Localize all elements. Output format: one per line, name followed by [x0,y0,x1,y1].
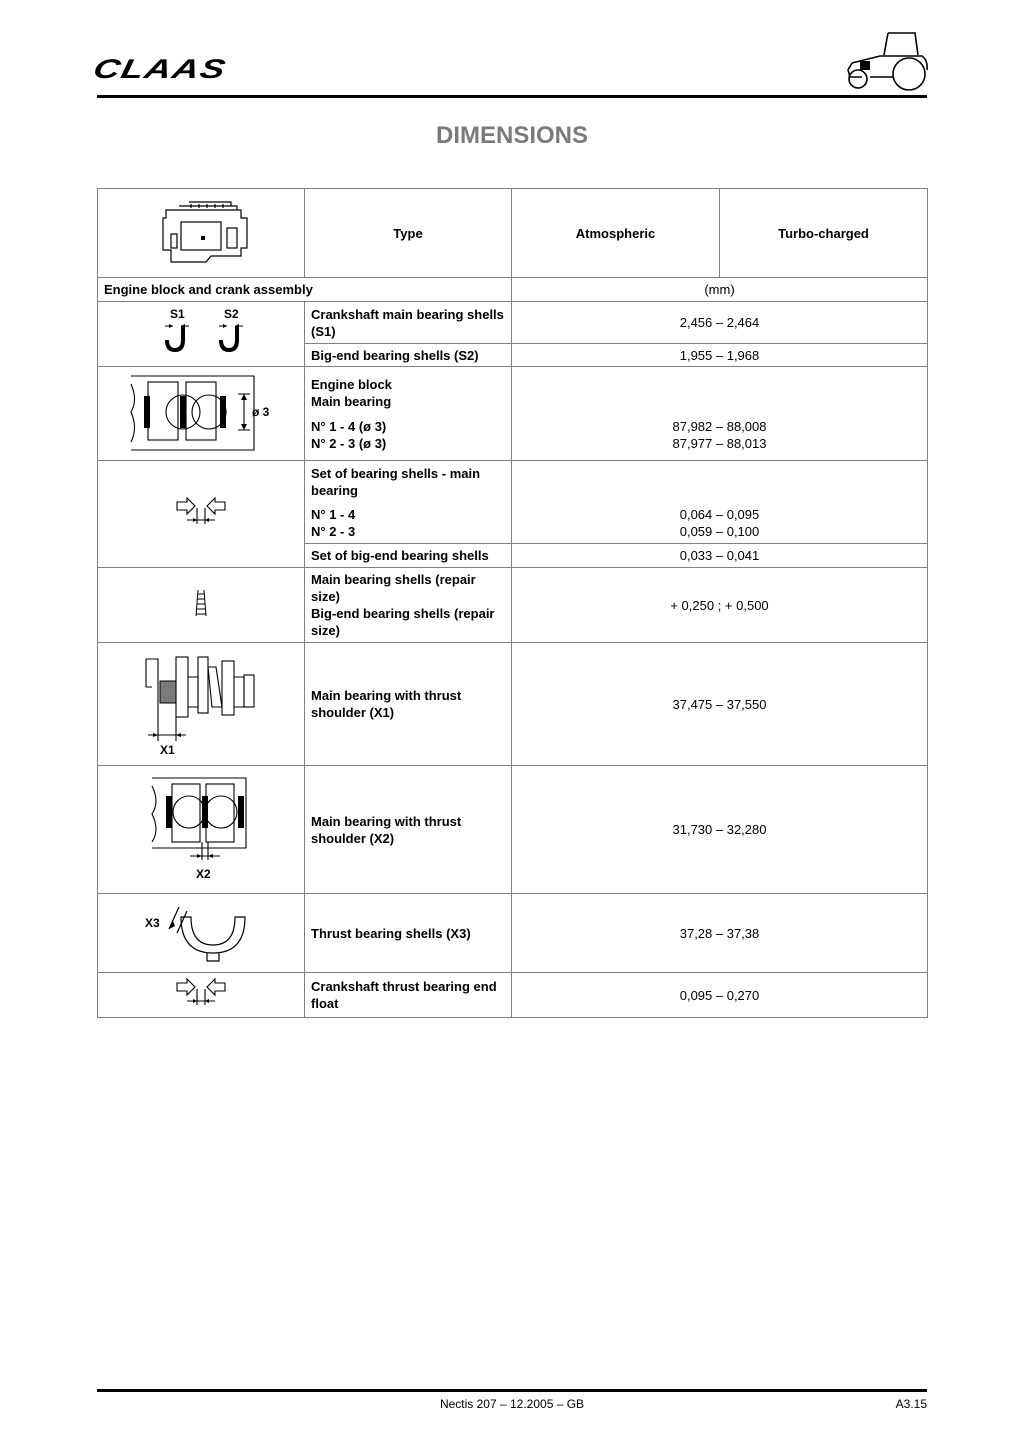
footer-document-id: Nectis 207 – 12.2005 – GB [439,1397,585,1411]
clearance-arrows-icon [171,494,231,530]
header-rule [97,95,927,98]
x3-diagram-cell [98,894,305,973]
table-row [98,367,928,461]
header-type: Type [305,189,512,278]
set-main-label: Set of bearing shells - main bearing [311,465,481,498]
table-row [98,894,928,973]
bearing-2-3-value: 87,977 – 88,013 [672,435,767,451]
header-turbo: Turbo-charged [720,189,928,278]
page-title: DIMENSIONS [435,122,588,149]
clearance-diagram-cell [98,461,305,568]
thrust-x2-value: 31,730 – 32,280 [512,766,928,894]
crank-main-shells-label: Crankshaft main bearing shells (S1) [305,302,512,344]
big-end-shells-value: 1,955 – 1,968 [512,344,928,367]
set-main-labels [305,461,512,544]
x2-diagram-cell [98,766,305,894]
claas-logo: CLAAS [90,54,230,84]
thrust-x2-label: Main bearing with thrust shoulder (X2) [305,766,512,894]
repair-main-label: Main bearing shells (repair size) [311,572,476,604]
bearing-shells-diagram-cell [98,302,305,367]
engine-block-labels [305,367,512,461]
set-main-2-3-value: 0,059 – 0,100 [679,523,760,539]
thrust-x3-label: Thrust bearing shells (X3) [305,894,512,973]
table-row [98,766,928,894]
crankshaft-x1-icon [136,647,266,757]
thrust-x3-value: 37,28 – 37,38 [512,894,928,973]
engine-block-diagram-cell [98,367,305,461]
table-header-row [98,189,928,278]
table-row [98,302,928,344]
set-big-end-label: Set of big-end bearing shells [305,544,512,568]
tractor-icon [840,30,930,92]
repair-ladder-icon [194,588,208,618]
footer-rule [97,1389,927,1392]
main-bearing-x2-icon [146,772,256,884]
crank-main-shells-value: 2,456 – 2,464 [512,302,928,344]
engine-illustration-cell [98,189,305,278]
repair-big-end-label: Big-end bearing shells (repair size) [311,606,495,638]
engine-block-label: Engine block [311,376,392,392]
table-row [98,643,928,766]
x1-label: X1 [160,743,175,757]
x1-diagram-cell [98,643,305,766]
set-main-1-4-value: 0,064 – 0,095 [679,506,760,522]
x3-label: X3 [145,916,160,930]
bearing-2-3-label: N° 2 - 3 (ø 3) [311,435,387,451]
s1-label: S1 [170,307,185,321]
main-bearing-label: Main bearing [311,393,392,409]
repair-labels [305,568,512,643]
set-main-2-3-label: N° 2 - 3 [311,523,356,539]
x2-label: X2 [196,866,211,881]
set-main-values [512,461,928,544]
set-big-end-value: 0,033 – 0,041 [512,544,928,568]
thrust-x1-label: Main bearing with thrust shoulder (X1) [305,643,512,766]
diameter-label: ø 3 [252,404,270,419]
repair-value: + 0,250 ; + 0,500 [512,568,928,643]
dimensions-table [97,188,928,1018]
section-label: Engine block and crank assembly [98,278,512,302]
thrust-x1-value: 37,475 – 37,550 [512,643,928,766]
engine-block-values [512,367,928,461]
section-row [98,278,928,302]
bearing-1-4-label: N° 1 - 4 (ø 3) [311,418,387,434]
main-bearing-bore-icon [126,372,276,452]
repair-size-diagram-cell [98,568,305,643]
footer-page-number: A3.15 [895,1397,927,1411]
table-row [98,973,928,1018]
section-unit: (mm) [512,278,928,302]
end-float-arrows-icon [171,975,231,1011]
table-row [98,461,928,544]
s2-label: S2 [224,307,239,321]
end-float-value: 0,095 – 0,270 [512,973,928,1018]
engine-block-icon [151,196,251,266]
bearing-1-4-value: 87,982 – 88,008 [672,418,767,434]
big-end-shells-label: Big-end bearing shells (S2) [305,344,512,367]
bearing-shells-icon [141,304,261,360]
end-float-label: Crankshaft thrust bearing end float [305,973,512,1018]
table-row [98,568,928,643]
thrust-shell-x3-icon [141,899,261,963]
set-main-1-4-label: N° 1 - 4 [311,506,356,522]
header-atmospheric: Atmospheric [512,189,720,278]
end-float-diagram-cell [98,973,305,1018]
